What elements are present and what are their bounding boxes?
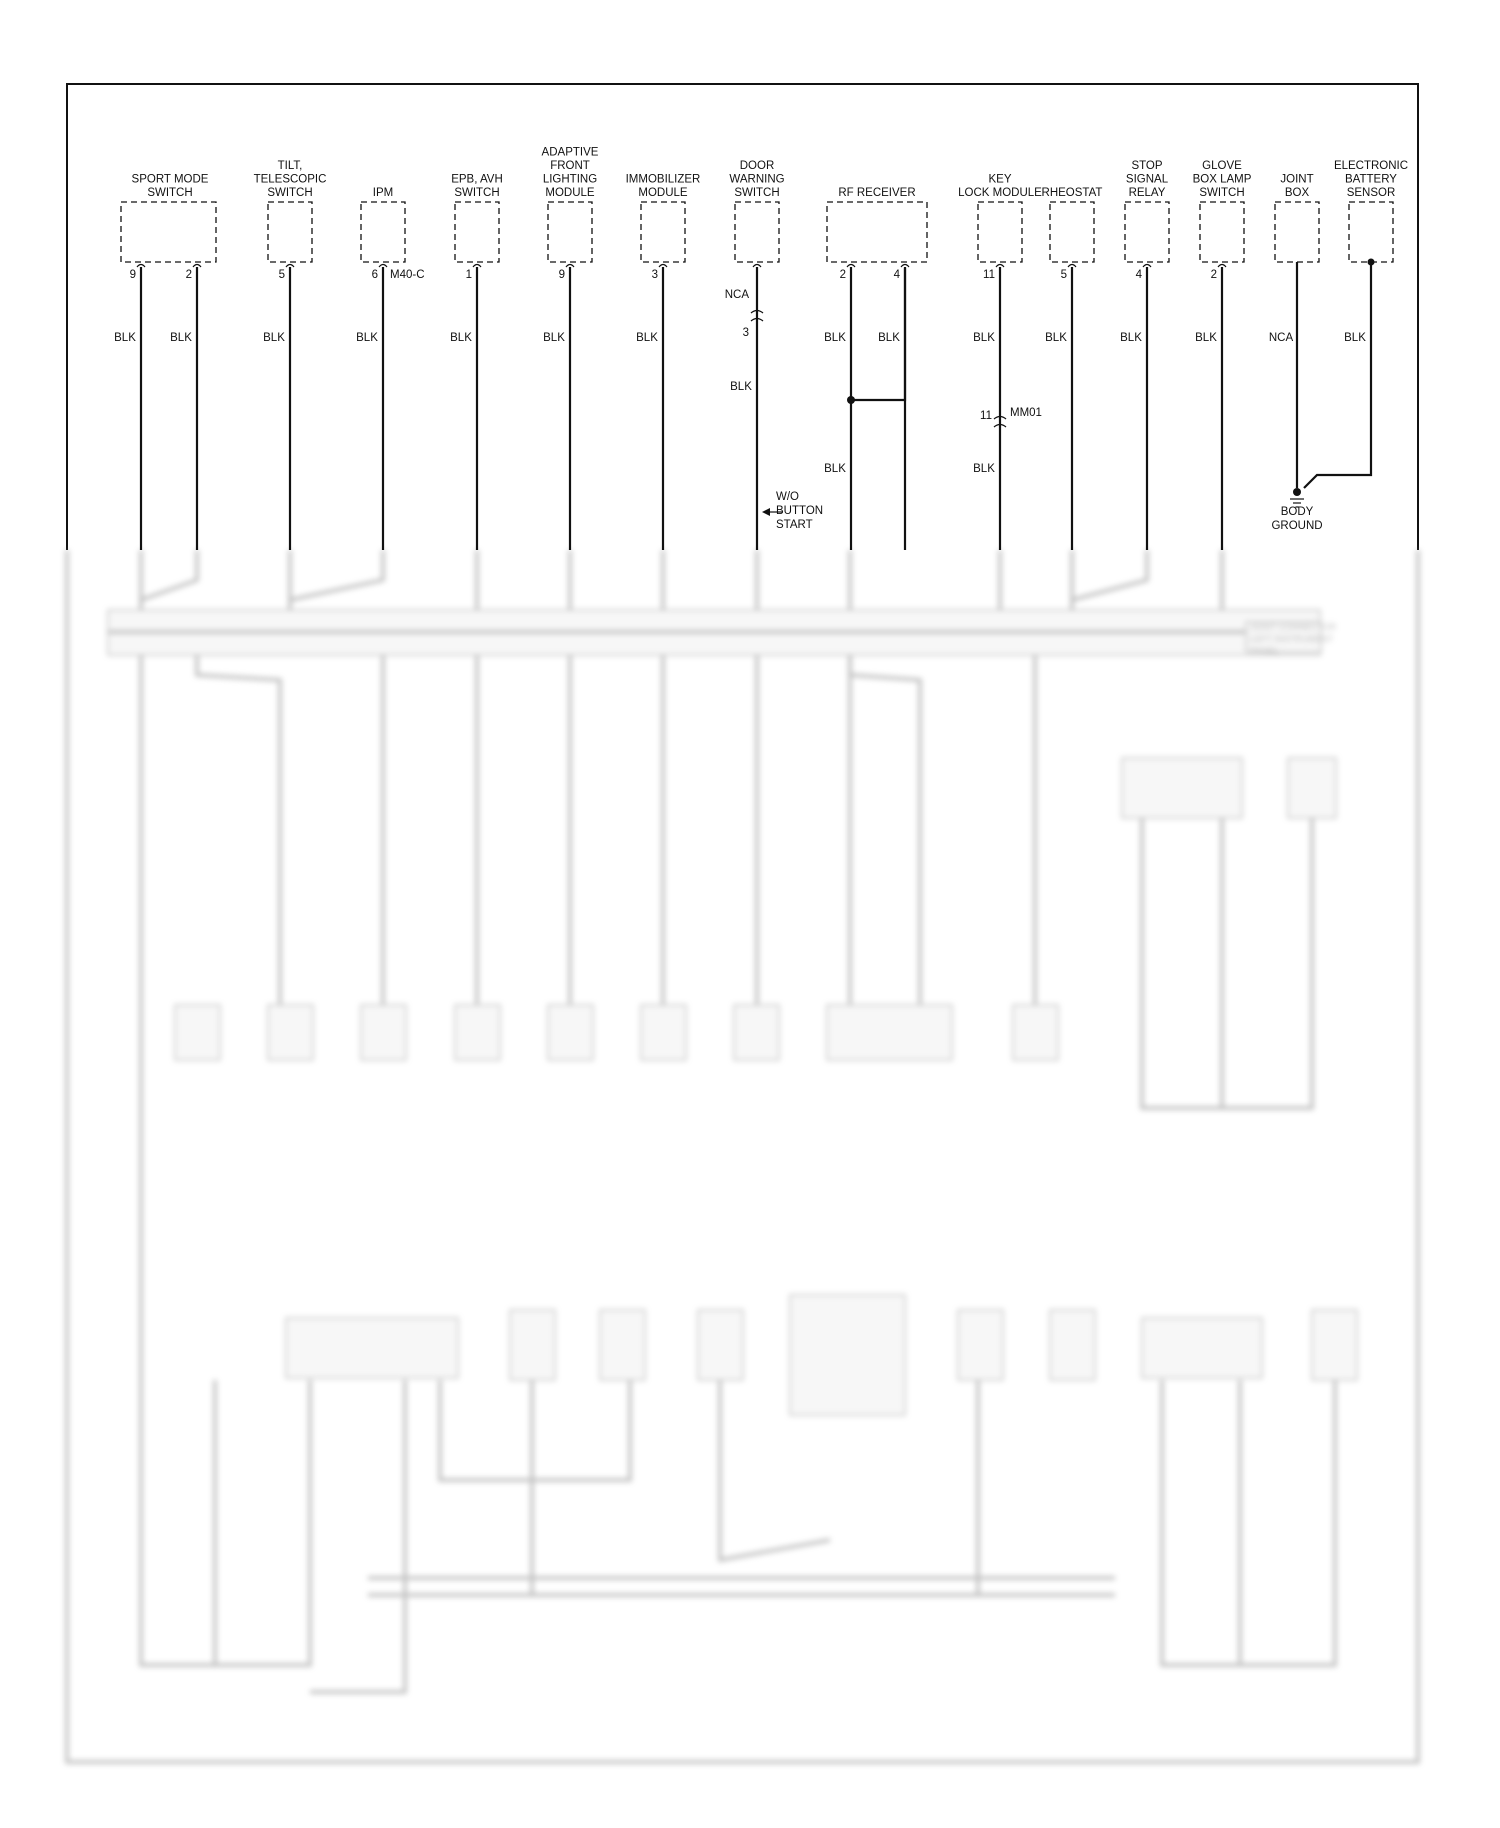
stop-signal-relay-label: SIGNAL [1125, 173, 1169, 186]
pin-terminal [566, 265, 574, 268]
pin-number: 2 [185, 269, 192, 281]
diagram-frame [67, 84, 1418, 550]
pin-number: 2 [839, 269, 846, 281]
pin-terminal [996, 265, 1004, 268]
rf-receiver [827, 187, 927, 550]
wire-color-label: BLK [1344, 332, 1366, 344]
tilt-telescopic-switch-label: TELESCOPIC [253, 173, 327, 186]
pin-number: 9 [129, 269, 136, 281]
pin-terminal [137, 265, 145, 268]
blurred-lower-section [67, 550, 1418, 1762]
pin-terminal [473, 265, 481, 268]
rheostat [1042, 187, 1103, 550]
rheostat-label: RHEOSTAT [1041, 187, 1103, 199]
rf-receiver-label: RF RECEIVER [838, 187, 916, 199]
pin-terminal [379, 265, 387, 268]
pin-number: 5 [1060, 269, 1067, 281]
door-warning-switch-label: SWITCH [734, 187, 780, 199]
button-start-note: START [776, 519, 813, 531]
tilt-telescopic-switch-box [268, 202, 312, 262]
adaptive-front-lighting-module [542, 147, 599, 551]
pin-terminal [1068, 265, 1076, 268]
joint-box [1275, 174, 1319, 263]
svg-text:PANEL: PANEL [1250, 646, 1279, 656]
rf-receiver-box [827, 202, 927, 262]
electronic-battery-sensor-label: BATTERY [1345, 173, 1397, 186]
pin-terminal [1218, 265, 1226, 268]
pin-number: 11 [983, 269, 995, 281]
components-layer [114, 147, 1408, 551]
pin-terminal [1143, 265, 1151, 268]
ipm-label: IPM [372, 187, 394, 199]
pin-number: 4 [893, 269, 900, 281]
key-lock-module-box [978, 202, 1022, 262]
stop-signal-relay-label: STOP [1131, 160, 1163, 172]
pin-terminal [193, 265, 201, 268]
pin-number: 5 [278, 269, 285, 281]
pin-number: 9 [558, 269, 565, 281]
wire-color-label: NCA [1268, 332, 1294, 344]
wire-color-label: BLK [1120, 332, 1142, 344]
adaptive-front-lighting-module-label: MODULE [545, 187, 595, 199]
electronic-battery-sensor-label: SENSOR [1346, 187, 1396, 199]
wire-color-label: BLK [973, 463, 995, 475]
joint-box-label: BOX [1284, 187, 1310, 199]
sport-mode-switch [121, 174, 216, 551]
wire-color-label: BLK [973, 332, 995, 344]
stop-signal-relay-label: RELAY [1128, 187, 1166, 199]
key-lock-module-label: KEY [988, 173, 1012, 186]
battery-sensor-pin-dot [1368, 259, 1375, 266]
door-warning-switch-label: WARNING [729, 173, 785, 186]
electronic-battery-sensor-box [1349, 202, 1393, 262]
key-lock-inline-connector: MM01 [1010, 407, 1042, 419]
svg-text:JOINT CONNECTOR: JOINT CONNECTOR [1250, 622, 1337, 632]
splice-dot [847, 396, 855, 404]
pin-terminal [901, 265, 909, 268]
rheostat-box [1050, 202, 1094, 262]
key-lock-module [958, 174, 1042, 551]
pin-number: 3 [651, 269, 658, 281]
adaptive-front-lighting-module-box [548, 202, 592, 262]
pin-number: 4 [1135, 269, 1142, 281]
door-warning-switch-box [735, 202, 779, 262]
wire-color-label: BLK [543, 332, 565, 344]
tilt-telescopic-switch-label: TILT, [277, 160, 303, 172]
epb-avh-switch [451, 174, 503, 551]
wire-color-label: BLK [636, 332, 658, 344]
pin-terminal [659, 265, 667, 268]
adaptive-front-lighting-module-label: ADAPTIVE [541, 146, 599, 159]
epb-avh-switch-label: EPB, AVH [451, 173, 503, 186]
glove-box-lamp-switch-label: SWITCH [1199, 187, 1245, 199]
battery-sensor-ground-wire [1304, 262, 1371, 488]
immobilizer-module-box [641, 202, 685, 262]
immobilizer-module-label: MODULE [638, 187, 688, 199]
wire-color-label: BLK [263, 332, 285, 344]
pin-number: 2 [1210, 269, 1217, 281]
joint-box-label: JOINT [1280, 173, 1314, 186]
ipm-box [361, 202, 405, 262]
adaptive-front-lighting-module-label: FRONT [550, 160, 590, 172]
door-warning-switch-label: DOOR [739, 160, 775, 172]
epb-avh-switch-box [455, 202, 499, 262]
door-switch-connector-label: NCA [724, 289, 749, 301]
immobilizer-module [626, 174, 701, 551]
key-lock-module-label: LOCK MODULE [958, 187, 1042, 199]
pin-terminal [286, 265, 294, 268]
epb-avh-switch-label: SWITCH [454, 187, 500, 199]
immobilizer-module-label: IMMOBILIZER [625, 173, 701, 186]
key-lock-inline-pin: 11 [980, 410, 992, 422]
stop-signal-relay-box [1125, 202, 1169, 262]
electronic-battery-sensor-label: ELECTRONIC [1333, 160, 1409, 172]
wire-color-label: BLK [1045, 332, 1067, 344]
button-start-note: W/O [776, 491, 799, 503]
sport-mode-switch-box [121, 202, 216, 262]
wire-color-label: BLK [356, 332, 378, 344]
joint-box-box [1275, 202, 1319, 262]
glove-box-lamp-switch-label: BOX LAMP [1192, 173, 1252, 186]
wire-color-label: BLK [170, 332, 192, 344]
stop-signal-relay [1125, 160, 1169, 550]
note-arrowhead [762, 508, 770, 516]
sport-mode-switch-label: SWITCH [147, 187, 193, 199]
ground-node [1293, 488, 1301, 496]
wire-color-label: BLK [824, 332, 846, 344]
pin-terminal [753, 265, 761, 268]
electronic-battery-sensor [1334, 160, 1408, 262]
glove-box-lamp-switch-label: GLOVE [1202, 160, 1242, 172]
tilt-telescopic-switch [254, 160, 327, 550]
glove-box-lamp-switch [1193, 160, 1252, 550]
button-start-note: BUTTON [776, 505, 824, 517]
ipm [361, 187, 405, 550]
wire-color-label: BLK [114, 332, 136, 344]
sport-mode-switch-label: SPORT MODE [131, 173, 209, 186]
wire-color-label: BLK [824, 463, 846, 475]
door-switch-connector-pin: 3 [742, 327, 749, 339]
pin-terminal [847, 265, 855, 268]
wire-color-label: BLK [730, 381, 752, 393]
wire-color-label: BLK [878, 332, 900, 344]
svg-text:LEFT INSTRUMENT: LEFT INSTRUMENT [1250, 634, 1334, 644]
ipm-connector-label: M40-C [390, 269, 425, 281]
body-ground-label-1: BODY [1280, 506, 1314, 518]
adaptive-front-lighting-module-label: LIGHTING [542, 173, 598, 186]
pin-number: 6 [371, 269, 378, 281]
wire-color-label: BLK [1195, 332, 1217, 344]
body-ground-label-2: GROUND [1271, 520, 1323, 532]
tilt-telescopic-switch-label: SWITCH [267, 187, 313, 199]
pin-number: 1 [465, 269, 472, 281]
glove-box-lamp-switch-box [1200, 202, 1244, 262]
wire-color-label: BLK [450, 332, 472, 344]
